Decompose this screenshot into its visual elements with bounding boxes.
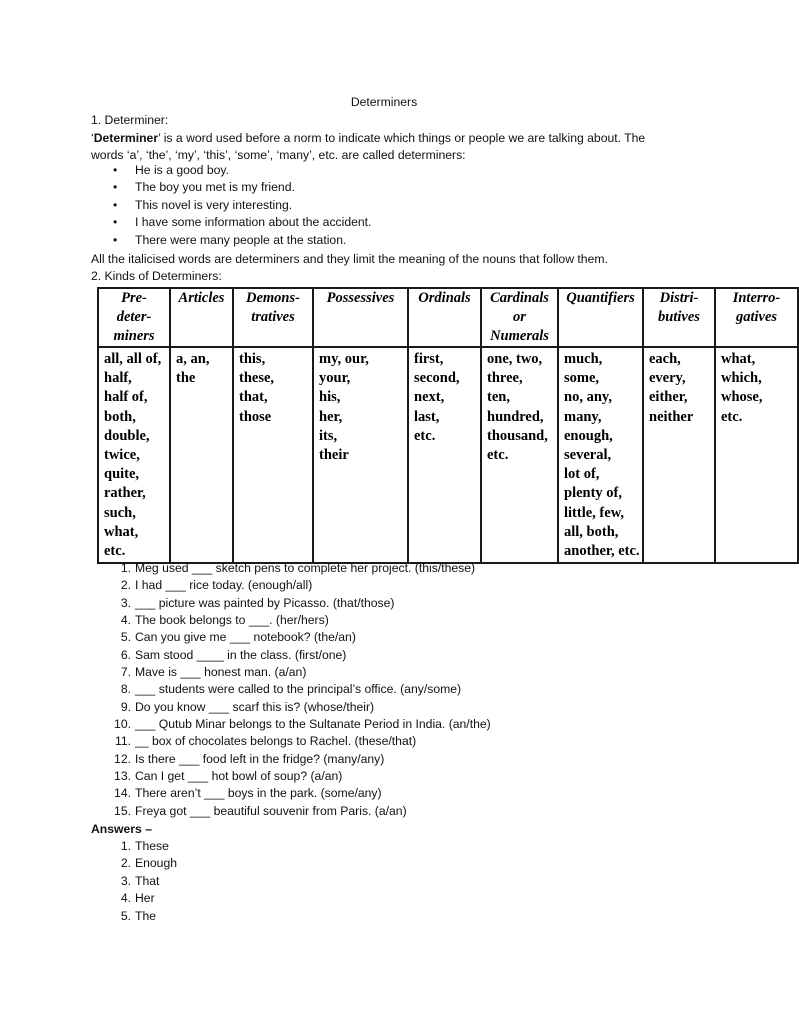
header-text: deter- bbox=[116, 309, 152, 325]
answer-list bbox=[113, 838, 177, 925]
header-text: Pre- bbox=[121, 290, 147, 306]
item-number: 4. bbox=[120, 613, 131, 628]
cell-text: half, bbox=[104, 370, 132, 387]
cell-text: rather, bbox=[104, 485, 146, 502]
page-title: Determiners bbox=[350, 95, 418, 109]
list-item bbox=[113, 838, 177, 855]
header-text: Possessives bbox=[326, 290, 395, 306]
cell-text: that, bbox=[239, 389, 268, 406]
list-item bbox=[113, 803, 491, 820]
table-header-cell bbox=[170, 288, 233, 347]
item-text: These bbox=[135, 839, 169, 853]
answers-heading: Answers – bbox=[91, 822, 152, 836]
cell-text: those bbox=[239, 408, 272, 425]
cell-text: plenty of, bbox=[564, 485, 622, 502]
item-text: The book belongs to ___. (her/hers) bbox=[135, 613, 329, 628]
cell-text: either, bbox=[649, 389, 688, 406]
item-number: 5. bbox=[120, 908, 131, 923]
table-cell bbox=[313, 347, 408, 563]
example-bullet-list bbox=[113, 162, 371, 249]
cell-text: twice, bbox=[104, 447, 140, 464]
cell-text: another, etc. bbox=[564, 543, 640, 560]
item-text: There aren’t ___ boys in the park. (some/any) bbox=[135, 786, 382, 801]
cell-text: etc. bbox=[721, 408, 743, 425]
cell-text: etc. bbox=[104, 543, 126, 560]
cell-text: lot of, bbox=[564, 466, 600, 483]
cell-text: your, bbox=[319, 370, 351, 387]
list-item bbox=[113, 664, 491, 681]
header-text: Demons- bbox=[246, 290, 300, 306]
definition-term: Determiner bbox=[93, 131, 159, 145]
cell-text: my, our, bbox=[319, 351, 369, 367]
list-item bbox=[113, 699, 491, 716]
list-item bbox=[113, 873, 177, 890]
list-item: • There were many people at the station. bbox=[113, 232, 371, 249]
table-cell bbox=[481, 347, 558, 563]
item-number: 3. bbox=[120, 595, 131, 610]
header-text: Cardinals bbox=[490, 290, 549, 306]
cell-text: next, bbox=[414, 389, 445, 406]
header-text: Interro- bbox=[732, 290, 781, 306]
cell-text: etc. bbox=[414, 427, 436, 444]
item-number: 5. bbox=[120, 630, 131, 645]
list-item bbox=[113, 681, 491, 698]
item-text: Do you know ___ scarf this is? (whose/their) bbox=[135, 699, 375, 714]
item-text: ___ Qutub Minar belongs to the Sultanate Period in India. (an/the) bbox=[135, 717, 491, 732]
item-number: 12. bbox=[114, 751, 131, 766]
cell-text: many, bbox=[564, 408, 602, 425]
cell-text: last, bbox=[414, 408, 440, 425]
cell-text: what, bbox=[721, 351, 756, 367]
italic-note: All the italicised words are determiners and they limit the meaning of the nouns that follow them. bbox=[91, 252, 608, 266]
section1-heading: 1. Determiner: bbox=[91, 113, 169, 127]
cell-text: thousand, bbox=[487, 427, 548, 444]
cell-text: some, bbox=[564, 370, 600, 387]
table-cell bbox=[408, 347, 481, 563]
header-text: Numerals bbox=[490, 328, 549, 344]
definition-line1: ‘Determiner’ is a word used before a norm to indicate which things or people we are talking about. The bbox=[91, 131, 646, 145]
cell-text: double, bbox=[104, 427, 150, 444]
item-text: ___ picture was painted by Picasso. (that/those) bbox=[135, 595, 395, 610]
cell-text: much, bbox=[564, 351, 603, 367]
header-text: miners bbox=[113, 328, 155, 344]
cell-text: one, two, bbox=[487, 351, 543, 367]
cell-text: quite, bbox=[104, 466, 140, 483]
cell-text: the bbox=[176, 370, 196, 387]
item-number: 13. bbox=[114, 769, 131, 784]
list-item bbox=[113, 595, 491, 612]
exercise-list bbox=[113, 560, 491, 820]
item-text: I had ___ rice today. (enough/all) bbox=[135, 578, 313, 593]
cell-text: which, bbox=[721, 370, 762, 387]
list-item bbox=[113, 890, 177, 907]
item-number: 6. bbox=[120, 647, 131, 662]
header-text: butives bbox=[658, 309, 700, 325]
cell-text: each, bbox=[649, 351, 681, 367]
item-number: 3. bbox=[120, 873, 131, 888]
table-header-cell bbox=[558, 288, 643, 347]
item-text: Sam stood ____ in the class. (first/one) bbox=[135, 647, 347, 662]
item-number: 7. bbox=[120, 665, 131, 680]
definition-line2: words ‘a’, ‘the’, ‘my’, ‘this’, ‘some’, ‘many’, etc. are called determiners: bbox=[91, 148, 466, 162]
table-header-cell bbox=[233, 288, 313, 347]
list-item bbox=[113, 855, 177, 872]
item-text: Mave is ___ honest man. (a/an) bbox=[135, 665, 307, 680]
header-text: tratives bbox=[251, 309, 295, 325]
item-number: 11. bbox=[114, 734, 131, 749]
table-header-cell bbox=[313, 288, 408, 347]
cell-text: these, bbox=[239, 370, 275, 387]
cell-text: half of, bbox=[104, 389, 148, 406]
table-header-cell bbox=[715, 288, 798, 347]
header-text: Articles bbox=[178, 290, 225, 306]
list-item bbox=[113, 733, 491, 750]
header-text: Ordinals bbox=[418, 290, 471, 306]
item-text: Enough bbox=[135, 856, 178, 871]
cell-text: their bbox=[319, 447, 349, 464]
cell-text: whose, bbox=[721, 389, 763, 406]
item-text: That bbox=[135, 873, 160, 888]
cell-text: all, both, bbox=[564, 523, 619, 540]
list-item bbox=[113, 768, 491, 785]
determiners-table bbox=[97, 287, 799, 564]
cell-text: several, bbox=[564, 447, 612, 464]
header-text: gatives bbox=[735, 309, 778, 325]
header-text: or bbox=[513, 309, 526, 325]
item-number: 1. bbox=[120, 561, 131, 575]
list-item: • He is a good boy. bbox=[113, 162, 371, 179]
item-number: 9. bbox=[120, 699, 131, 714]
list-item bbox=[113, 577, 491, 594]
item-number: 14. bbox=[114, 786, 131, 801]
list-item: • I have some information about the accident. bbox=[113, 214, 371, 231]
item-text: Freya got ___ beautiful souvenir from Paris. (a/an) bbox=[135, 803, 407, 818]
list-item bbox=[113, 908, 177, 925]
table-cell bbox=[643, 347, 715, 563]
cell-text: his, bbox=[319, 389, 341, 406]
table-header-cell bbox=[481, 288, 558, 347]
list-item bbox=[113, 612, 491, 629]
item-text: ___ students were called to the principal’s office. (any/some) bbox=[135, 682, 462, 697]
table-header-cell bbox=[98, 288, 170, 347]
cell-text: what, bbox=[104, 523, 139, 540]
item-number: 2. bbox=[120, 578, 131, 593]
cell-text: this, bbox=[239, 351, 266, 367]
cell-text: etc. bbox=[487, 447, 509, 464]
cell-text: first, bbox=[414, 351, 444, 367]
table-header-row bbox=[98, 288, 798, 347]
cell-text: no, any, bbox=[564, 389, 612, 406]
table-header-cell bbox=[408, 288, 481, 347]
item-text: Her bbox=[135, 891, 155, 906]
cell-text: her, bbox=[319, 408, 343, 425]
item-text: Is there ___ food left in the fridge? (many/any) bbox=[135, 751, 385, 766]
cell-text: such, bbox=[104, 504, 136, 521]
cell-text: its, bbox=[319, 427, 338, 444]
list-item bbox=[113, 785, 491, 802]
table-cell bbox=[558, 347, 643, 563]
item-text: The bbox=[135, 908, 157, 923]
item-number: 8. bbox=[120, 682, 131, 697]
table-cell bbox=[233, 347, 313, 563]
item-number: 4. bbox=[120, 891, 131, 906]
list-item bbox=[113, 716, 491, 733]
item-number: 1. bbox=[120, 839, 131, 853]
cell-text: ten, bbox=[487, 389, 510, 406]
cell-text: a, an, bbox=[176, 351, 210, 367]
list-item: • This novel is very interesting. bbox=[113, 197, 371, 214]
cell-text: enough, bbox=[564, 427, 613, 444]
item-number: 2. bbox=[120, 856, 131, 871]
table-cell bbox=[715, 347, 798, 563]
cell-text: neither bbox=[649, 408, 694, 425]
item-text: __ box of chocolates belongs to Rachel. (these/that) bbox=[135, 734, 417, 749]
table-header-cell bbox=[643, 288, 715, 347]
cell-text: second, bbox=[414, 370, 460, 387]
list-item bbox=[113, 647, 491, 664]
cell-text: every, bbox=[649, 370, 686, 387]
item-text: Can you give me ___ notebook? (the/an) bbox=[135, 630, 356, 645]
item-number: 10. bbox=[114, 717, 131, 732]
cell-text: both, bbox=[104, 408, 136, 425]
list-item bbox=[113, 751, 491, 768]
list-item bbox=[113, 560, 491, 577]
cell-text: all, all of, bbox=[104, 351, 162, 367]
item-number: 15. bbox=[114, 803, 131, 818]
item-text: Can I get ___ hot bowl of soup? (a/an) bbox=[135, 769, 343, 784]
list-item: • The boy you met is my friend. bbox=[113, 179, 371, 196]
table-cell bbox=[98, 347, 170, 563]
cell-text: little, few, bbox=[564, 504, 624, 521]
table-row bbox=[98, 347, 798, 563]
item-text: Meg used ___ sketch pens to complete her project. (this/these) bbox=[135, 561, 476, 575]
header-text: Quantifiers bbox=[566, 290, 635, 306]
cell-text: hundred, bbox=[487, 408, 544, 425]
determiners-table-image bbox=[97, 287, 781, 560]
list-item bbox=[113, 629, 491, 646]
header-text: Distri- bbox=[659, 290, 699, 306]
table-cell bbox=[170, 347, 233, 563]
cell-text: three, bbox=[487, 370, 523, 387]
section2-heading: 2. Kinds of Determiners: bbox=[91, 269, 222, 283]
